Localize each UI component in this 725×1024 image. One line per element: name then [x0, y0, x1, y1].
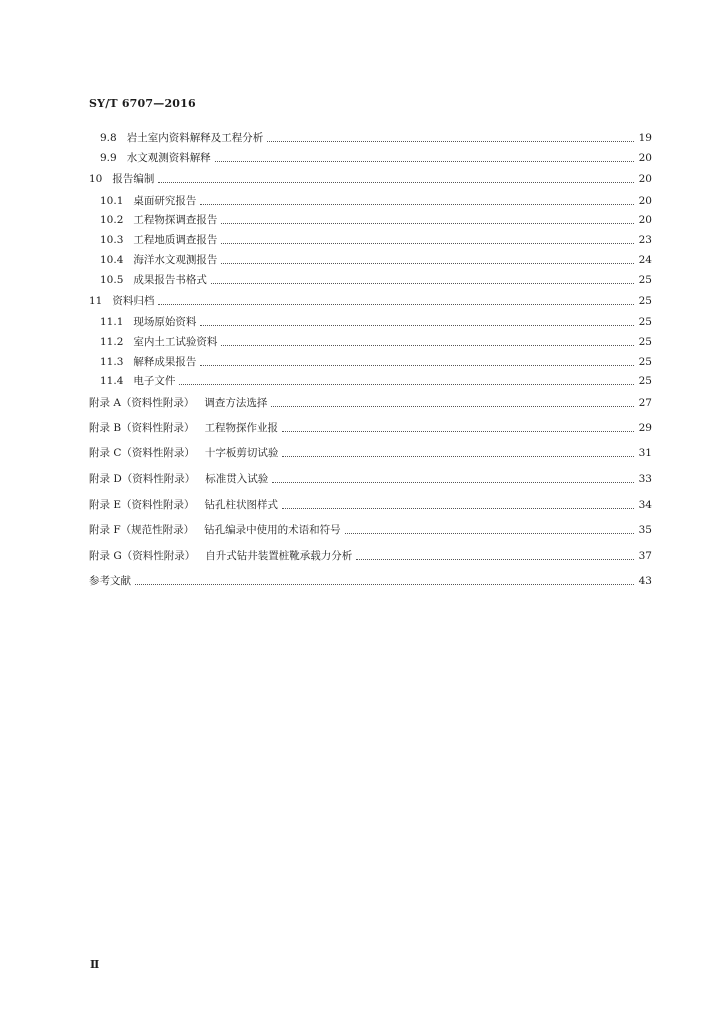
toc-entry[interactable] [100, 129, 652, 147]
toc-entry-page: 20 [638, 214, 652, 226]
toc-entry[interactable] [100, 333, 652, 351]
toc-entry-page: 25 [638, 336, 652, 348]
toc-entry-page: 25 [638, 295, 652, 307]
toc-entry-page: 27 [638, 397, 652, 409]
toc-entry-number: 附录 B（资料性附录） [89, 422, 195, 434]
toc-entry-number: 附录 E（资料性附录） [89, 499, 195, 511]
toc-entry[interactable] [100, 231, 652, 249]
toc-entry-page: 19 [638, 132, 652, 144]
toc-entry-number: 10.5 [100, 274, 124, 286]
toc-entry-title: 标准贯入试验 [205, 473, 269, 485]
toc-entry[interactable] [89, 444, 652, 462]
toc-entry-number: 10 [89, 173, 103, 185]
toc-entry-page: 31 [638, 447, 652, 459]
toc-entry-title: 室内土工试验资料 [133, 336, 218, 348]
toc-entry-title: 十字板剪切试验 [204, 447, 279, 459]
toc-entry-title: 水文观测资料解释 [126, 152, 211, 164]
toc-entry-title: 报告编制 [112, 173, 155, 185]
dot-leader [221, 335, 634, 346]
toc-entry-number: 9.8 [100, 132, 117, 144]
toc-entry-title: 电子文件 [133, 375, 176, 387]
toc-entry[interactable] [89, 394, 652, 412]
toc-entry-title: 成果报告书格式 [133, 274, 207, 286]
toc-entry[interactable] [89, 470, 652, 488]
toc-entry-number: 参考文献 [89, 575, 131, 587]
toc-entry-number: 10.4 [100, 254, 124, 266]
dot-leader [282, 446, 634, 457]
toc-entry-page: 33 [638, 473, 652, 485]
toc-entry[interactable] [100, 353, 652, 371]
toc-entry-title: 自升式钻井装置桩靴承载力分析 [205, 550, 353, 562]
toc-entry[interactable] [89, 419, 652, 437]
toc-entry-number: 11.1 [100, 316, 124, 328]
toc-entry[interactable] [89, 170, 652, 188]
toc-entry-title: 桌面研究报告 [133, 195, 197, 207]
toc-entry-number: 附录 C（资料性附录） [89, 447, 195, 459]
dot-leader [282, 421, 634, 432]
toc-entry-page: 20 [638, 152, 652, 164]
dot-leader [211, 273, 634, 284]
dot-leader [282, 498, 634, 509]
toc-entry-page: 35 [638, 524, 652, 536]
toc-entry-number: 附录 D（资料性附录） [89, 473, 196, 485]
toc-entry-number: 附录 F（规范性附录） [89, 524, 195, 536]
dot-leader [267, 131, 634, 142]
toc-entry[interactable] [89, 292, 652, 310]
dot-leader [356, 549, 634, 560]
toc-entry-title: 工程物探作业报 [204, 422, 279, 434]
dot-leader [135, 574, 634, 585]
toc-entry-title: 钻孔编录中使用的术语和符号 [204, 524, 341, 536]
dot-leader [271, 396, 634, 407]
toc-entry-page: 37 [638, 550, 652, 562]
toc-entry-number: 11 [89, 295, 103, 307]
dot-leader [179, 374, 634, 385]
toc-entry[interactable] [100, 211, 652, 229]
toc-entry-number: 10.1 [100, 195, 124, 207]
toc-entry-page: 29 [638, 422, 652, 434]
toc-entry-page: 23 [638, 234, 652, 246]
toc-entry[interactable] [89, 547, 652, 565]
toc-entry[interactable] [100, 149, 652, 167]
dot-leader [200, 194, 634, 205]
toc-entry-page: 43 [638, 575, 652, 587]
toc-entry-title: 现场原始资料 [133, 316, 197, 328]
toc-entry-page: 20 [638, 195, 652, 207]
dot-leader [221, 253, 634, 264]
toc-entry[interactable] [89, 521, 652, 539]
toc-entry-page: 25 [638, 274, 652, 286]
standard-code: SY/T 6707—2016 [89, 97, 196, 110]
toc-entry-number: 10.3 [100, 234, 124, 246]
toc-entry-page: 20 [638, 173, 652, 185]
toc-entry-title: 钻孔柱状图样式 [204, 499, 279, 511]
toc-entry-title: 工程物探调查报告 [133, 214, 218, 226]
dot-leader [221, 233, 634, 244]
dot-leader [200, 355, 634, 366]
toc-entry-number: 11.3 [100, 356, 124, 368]
toc-entry-title: 工程地质调查报告 [133, 234, 218, 246]
dot-leader [272, 472, 634, 483]
toc-entry-number: 11.2 [100, 336, 124, 348]
toc-entry-number: 10.2 [100, 214, 124, 226]
toc-entry-page: 34 [638, 499, 652, 511]
toc-entry-number: 附录 G（资料性附录） [89, 550, 196, 562]
toc-entry-title: 解释成果报告 [133, 356, 197, 368]
toc-entry-title: 资料归档 [112, 295, 155, 307]
dot-leader [215, 151, 634, 162]
toc-entry-page: 25 [638, 316, 652, 328]
dot-leader [200, 315, 634, 326]
toc-entry-title: 岩土室内资料解释及工程分析 [126, 132, 264, 144]
toc-entry-title: 海洋水文观测报告 [133, 254, 218, 266]
toc-entry-page: 24 [638, 254, 652, 266]
dot-leader [158, 294, 634, 305]
toc-entry-page: 25 [638, 356, 652, 368]
toc-entry-number: 11.4 [100, 375, 124, 387]
dot-leader [345, 523, 634, 534]
toc-entry[interactable] [100, 271, 652, 289]
toc-entry-page: 25 [638, 375, 652, 387]
dot-leader [158, 172, 634, 183]
toc-entry[interactable] [100, 251, 652, 269]
toc-entry[interactable] [100, 313, 652, 331]
toc-entry[interactable] [100, 372, 652, 390]
toc-entry-number: 附录 A（资料性附录） [89, 397, 195, 409]
toc-entry-title: 调查方法选择 [204, 397, 268, 409]
toc-entry-number: 9.9 [100, 152, 117, 164]
toc-entry[interactable] [100, 192, 652, 210]
dot-leader [221, 213, 634, 224]
toc-entry[interactable] [89, 496, 652, 514]
page-number: Ⅱ [90, 958, 100, 971]
toc-entry[interactable] [89, 572, 652, 590]
